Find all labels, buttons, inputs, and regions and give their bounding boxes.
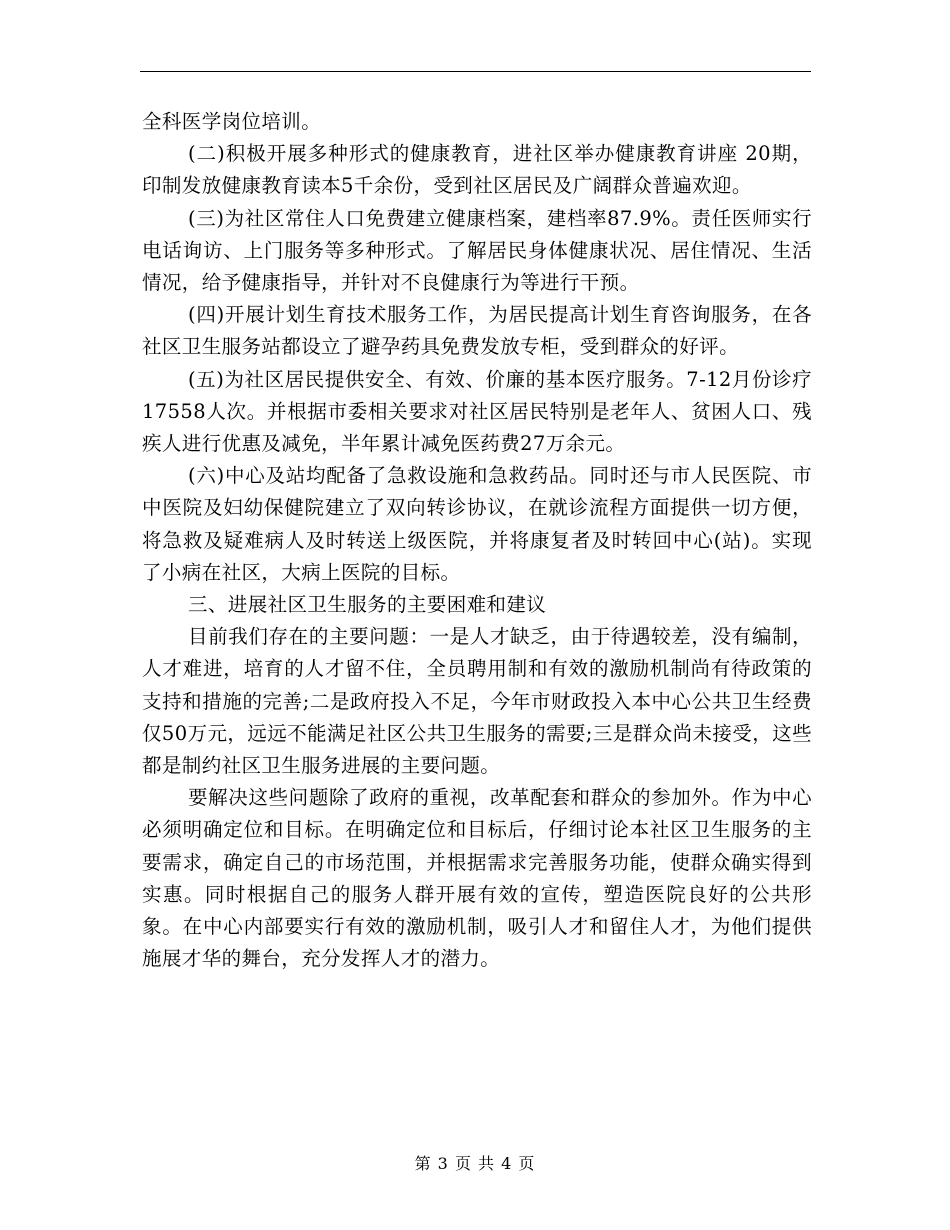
paragraph-health-education: (二)积极开展多种形式的健康教育，进社区举办健康教育讲座 20期，印制发放健康教育读本5千余份，受到社区居民及广阔群众普遍欢迎。 [142, 142, 812, 198]
paragraph-problems: 目前我们存在的主要问题：一是人才缺乏，由于待遇较差，没有编制，人才难进，培育的人才留不住，全员聘用制和有效的激励机制尚有待政策的支持和措施的完善;二是政府投入不足，今年市财政投入本中心公共卫生经费仅50万元，远远不能满足社区公共卫生服务的需要;三是群众尚未接受，这些都是制约社区卫生服务进展的主要问题。 [142, 625, 812, 778]
paragraph-emergency-referral: (六)中心及站均配备了急救设施和急救药品。同时还与市人民医院、市中医院及妇幼保健院建立了双向转诊协议，在就诊流程方面提供一切方便，将急救及疑难病人及时转送上级医院，并将康复者及时转回中心(站)。实现了小病在社区，大病上医院的目标。 [142, 464, 812, 584]
section-heading: 三、进展社区卫生服务的主要困难和建议 [188, 593, 547, 617]
paragraph-solutions: 要解决这些问题除了政府的重视，改革配套和群众的参加外。作为中心必须明确定位和目标。在明确定位和目标后，仔细讨论本社区卫生服务的主要需求，确定自己的市场范围，并根据需求完善服务功能，使群众确实得到实惠。同时根据自己的服务人群开展有效的宣传，塑造医院良好的公共形象。在中心内部要实行有效的激励机制，吸引人才和留住人才，为他们提供施展才华的舞台，充分发挥人才的潜力。 [142, 786, 812, 971]
paragraph-family-planning: (四)开展计划生育技术服务工作，为居民提高计划生育咨询服务，在各社区卫生服务站都设立了避孕药具免费发放专柜，受到群众的好评。 [142, 303, 812, 359]
page-number-footer: 第 3 页 共 4 页 [414, 1154, 536, 1173]
document-body [142, 106, 812, 975]
header-rule [140, 71, 811, 72]
paragraph-continuation: 全科医学岗位培训。 [142, 110, 322, 133]
paragraph-medical-services: (五)为社区居民提供安全、有效、价廉的基本医疗服务。7-12月份诊疗17558人次。并根据市委相关要求对社区居民特别是老年人、贫困人口、残疾人进行优惠及减免，半年累计减免医药费27万余元。 [142, 367, 812, 456]
paragraph-health-records: (三)为社区常住人口免费建立健康档案，建档率87.9%。责任医师实行电话询访、上门服务等多种形式。了解居民身体健康状况、居住情况、生活情况，给予健康指导，并针对不良健康行为等进行干预。 [142, 206, 812, 295]
